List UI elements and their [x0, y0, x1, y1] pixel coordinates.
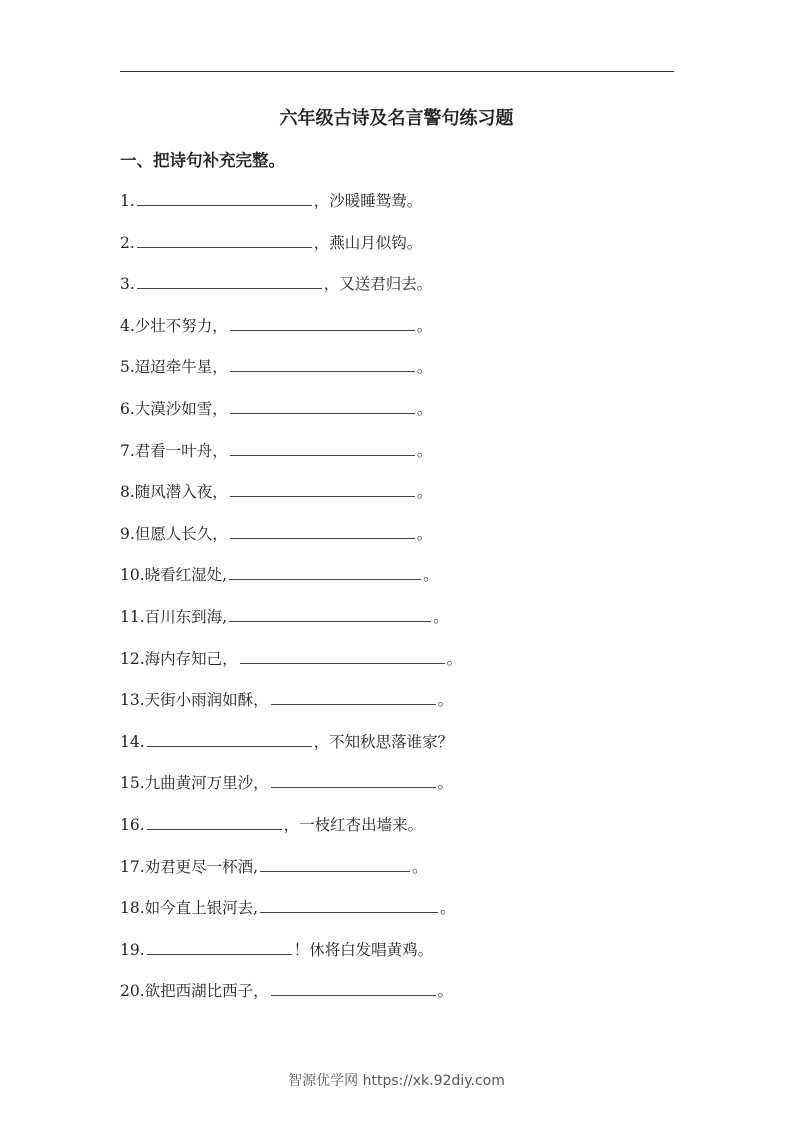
- answer-blank[interactable]: [230, 413, 415, 414]
- question-prefix: 迢迢牵牛星，: [134, 358, 228, 377]
- top-rule: [120, 71, 674, 72]
- question-number: 4.: [120, 316, 135, 335]
- question-number: 13.: [120, 691, 145, 710]
- question-item: [120, 315, 680, 357]
- question-prefix: 劝君更尽一杯酒,: [144, 857, 259, 876]
- question-suffix: 。: [433, 607, 449, 626]
- question-number: 17.: [120, 857, 145, 876]
- question-number: 12.: [120, 649, 145, 668]
- answer-blank[interactable]: [230, 330, 415, 331]
- question-item: [120, 731, 680, 773]
- question-suffix: ！休将白发唱黄鸡。: [293, 940, 434, 959]
- question-item: [120, 398, 680, 440]
- question-number: 18.: [120, 899, 145, 918]
- question-prefix: 百川东到海,: [144, 607, 228, 626]
- answer-blank[interactable]: [260, 912, 438, 913]
- question-suffix: 。: [416, 358, 433, 377]
- question-prefix: 大漠沙如雪，: [134, 399, 228, 418]
- question-prefix: 天街小雨润如酥，: [144, 691, 269, 710]
- question-item: [120, 440, 680, 482]
- question-prefix: 君看一叶舟，: [134, 441, 228, 460]
- answer-blank[interactable]: [230, 496, 415, 497]
- question-number: 8.: [120, 483, 135, 502]
- question-suffix: ，又送君归去。: [323, 275, 433, 294]
- question-suffix: 。: [416, 524, 433, 543]
- question-item: [120, 523, 680, 565]
- question-prefix: 少壮不努力，: [134, 316, 228, 335]
- question-suffix: 。: [416, 441, 433, 460]
- answer-blank[interactable]: [260, 871, 410, 872]
- answer-blank[interactable]: [230, 371, 415, 372]
- question-prefix: 九曲黄河万里沙，: [144, 774, 269, 793]
- question-prefix: 海内存知己，: [144, 649, 238, 668]
- question-item: [120, 273, 680, 315]
- question-item: [120, 356, 680, 398]
- answer-blank[interactable]: [271, 787, 436, 788]
- question-number: 3.: [120, 275, 135, 294]
- question-item: [120, 856, 680, 898]
- question-suffix: ，不知秋思落谁家？: [313, 732, 454, 751]
- question-item: [120, 814, 680, 856]
- question-suffix: ，沙暖睡鸳鸯。: [313, 192, 423, 210]
- question-number: 10.: [120, 566, 145, 585]
- question-suffix: 。: [416, 483, 433, 502]
- question-number: 7.: [120, 441, 135, 460]
- question-number: 5.: [120, 358, 135, 377]
- question-suffix: 。: [437, 691, 454, 710]
- answer-blank[interactable]: [147, 746, 312, 747]
- answer-blank[interactable]: [230, 538, 415, 539]
- question-suffix: 。: [423, 566, 439, 585]
- question-item: [120, 939, 680, 981]
- question-item: [120, 564, 680, 606]
- question-item: [120, 232, 680, 274]
- answer-blank[interactable]: [229, 579, 421, 580]
- question-number: 9.: [120, 524, 135, 543]
- question-number: 16.: [120, 815, 145, 834]
- document-title: 六年级古诗及名言警句练习题: [279, 108, 514, 129]
- question-prefix: 欲把西湖比西子，: [144, 982, 269, 1001]
- answer-blank[interactable]: [137, 247, 312, 248]
- section-heading: 一、把诗句补充完整。: [120, 151, 285, 170]
- question-number: 1.: [120, 192, 135, 210]
- question-number: 11.: [120, 607, 145, 626]
- answer-blank[interactable]: [147, 829, 282, 830]
- question-list: [120, 190, 680, 1022]
- question-number: 14.: [120, 732, 145, 751]
- question-prefix: 但愿人长久，: [134, 524, 228, 543]
- answer-blank[interactable]: [147, 954, 292, 955]
- question-prefix: 随风潜入夜，: [134, 483, 228, 502]
- question-item: [120, 897, 680, 939]
- question-item: [120, 190, 680, 232]
- answer-blank[interactable]: [137, 288, 322, 289]
- question-suffix: 。: [412, 857, 428, 876]
- question-item: [120, 481, 680, 523]
- question-prefix: 如今直上银河去,: [144, 899, 259, 918]
- question-number: 20.: [120, 982, 145, 1001]
- question-prefix: 晓看红湿处,: [144, 566, 228, 585]
- answer-blank[interactable]: [271, 704, 436, 705]
- question-suffix: 。: [437, 982, 454, 1001]
- question-suffix: 。: [416, 316, 433, 335]
- question-number: 2.: [120, 233, 135, 252]
- question-item: [120, 689, 680, 731]
- question-suffix: ，燕山月似钩。: [313, 233, 423, 252]
- question-number: 19.: [120, 940, 145, 959]
- answer-blank[interactable]: [230, 455, 415, 456]
- question-item: [120, 648, 680, 690]
- question-item: [120, 980, 680, 1022]
- question-number: 15.: [120, 774, 145, 793]
- answer-blank[interactable]: [229, 621, 431, 622]
- footer-watermark: 智源优学网 https://xk.92diy.com: [288, 1073, 505, 1089]
- question-suffix: ，一枝红杏出墙来。: [283, 815, 424, 834]
- question-number: 6.: [120, 399, 135, 418]
- question-suffix: 。: [440, 899, 456, 918]
- question-item: [120, 606, 680, 648]
- question-suffix: 。: [416, 399, 433, 418]
- answer-blank[interactable]: [271, 995, 436, 996]
- answer-blank[interactable]: [240, 663, 445, 664]
- question-suffix: 。: [437, 774, 454, 793]
- question-suffix: 。: [446, 649, 463, 668]
- question-item: [120, 772, 680, 814]
- answer-blank[interactable]: [137, 205, 312, 206]
